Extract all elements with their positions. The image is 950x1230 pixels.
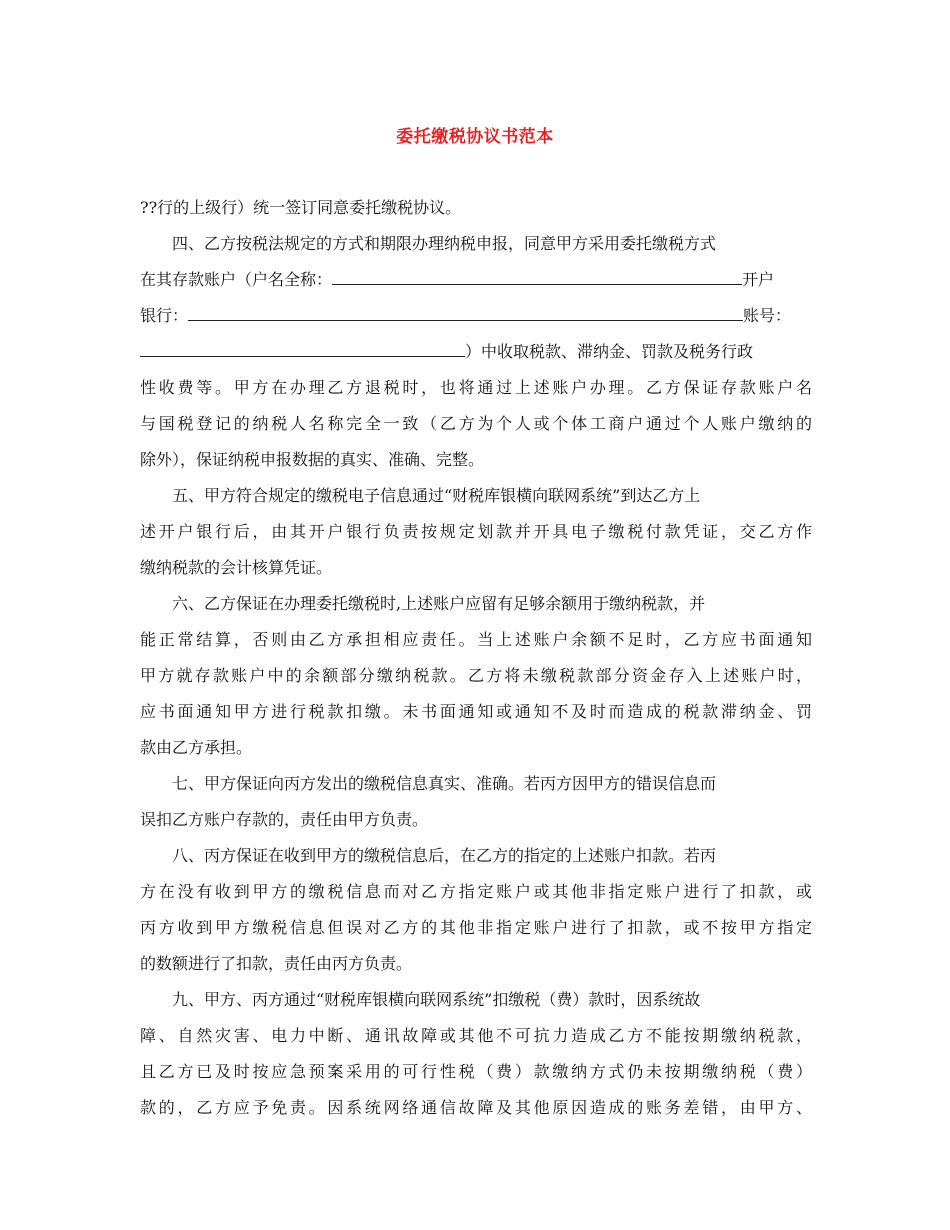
text-line: 与国税登记的纳税人名称完全一致（乙方为个人或个体工商户通过个人账户缴纳的 bbox=[140, 414, 812, 433]
text-line: 款的，乙方应予免责。因系统网络通信故障及其他原因造成的账务差错，由甲方、 bbox=[140, 1098, 812, 1117]
text-line: 的数额进行了扣款，责任由丙方负责。 bbox=[140, 954, 413, 973]
text-segment: 在其存款账户（户名全称： bbox=[140, 270, 333, 289]
bank-name-blank bbox=[188, 306, 743, 321]
text-line: 四、乙方按税法规定的方式和期限办理纳税申报，同意甲方采用委托缴税方式 bbox=[172, 234, 717, 253]
document-body bbox=[140, 190, 812, 1126]
text-line: 障、自然灾害、电力中断、通讯故障或其他不可抗力造成乙方不能按期缴纳税款， bbox=[140, 1026, 812, 1045]
text-line: 丙方收到甲方缴税信息但误对乙方的其他非指定账户进行了扣款，或不按甲方指定 bbox=[140, 918, 812, 937]
text-line: 九、甲方、丙方通过“财税库银横向联网系统”扣缴税（费）款时，因系统故 bbox=[172, 990, 701, 1009]
text-segment: 开户 bbox=[742, 270, 775, 289]
document-title: 委托缴税协议书范本 bbox=[396, 127, 554, 147]
text-line: 五、甲方符合规定的缴税电子信息通过“财税库银横向联网系统”到达乙方上 bbox=[172, 486, 701, 505]
text-line: 述开户银行后，由其开户银行负责按规定划款并开具电子缴税付款凭证，交乙方作 bbox=[140, 522, 812, 541]
text-line: 八、丙方保证在收到甲方的缴税信息后，在乙方的指定的上述账户扣款。若丙 bbox=[172, 846, 717, 865]
account-name-line bbox=[140, 262, 812, 298]
text-line: 能正常结算，否则由乙方承担相应责任。当上述账户余额不足时，乙方应书面通知 bbox=[140, 630, 812, 649]
account-number-blank bbox=[140, 342, 465, 357]
text-segment: 银行： bbox=[140, 306, 189, 325]
text-line: 且乙方已及时按应急预案采用的可行性税（费）款缴纳方式仍未按期缴纳税（费） bbox=[140, 1062, 812, 1081]
text-line: 款由乙方承担。 bbox=[140, 738, 253, 757]
account-name-blank bbox=[332, 270, 742, 285]
text-line: 误扣乙方账户存款的，责任由甲方负责。 bbox=[140, 810, 429, 829]
text-line: 除外），保证纳税申报数据的真实、准确、完整。 bbox=[140, 450, 485, 469]
bank-line bbox=[140, 298, 812, 334]
text-line: 七、甲方保证向丙方发出的缴税信息真实、准确。若丙方因甲方的错误信息而 bbox=[172, 774, 717, 793]
text-line: 缴纳税款的会计核算凭证。 bbox=[140, 558, 333, 577]
text-line: 性收费等。甲方在办理乙方退税时，也将通过上述账户办理。乙方保证存款账户名 bbox=[140, 378, 812, 397]
text-line: 甲方就存款账户中的余额部分缴纳税款。乙方将未缴税款部分资金存入上述账户时， bbox=[140, 666, 812, 685]
text-segment: 账号： bbox=[743, 306, 792, 325]
text-line: ??行的上级行）统一签订同意委托缴税协议。 bbox=[140, 198, 462, 217]
text-line: 应书面通知甲方进行税款扣缴。未书面通知或通知不及时而造成的税款滞纳金、罚 bbox=[140, 702, 812, 721]
text-line: 方在没有收到甲方的缴税信息而对乙方指定账户或其他非指定账户进行了扣款，或 bbox=[140, 882, 812, 901]
account-number-line bbox=[140, 334, 812, 370]
text-segment: ）中收取税款、滞纳金、罚款及税务行政 bbox=[465, 342, 754, 361]
text-line: 六、乙方保证在办理委托缴税时,上述账户应留有足够余额用于缴纳税款，并 bbox=[172, 594, 706, 613]
